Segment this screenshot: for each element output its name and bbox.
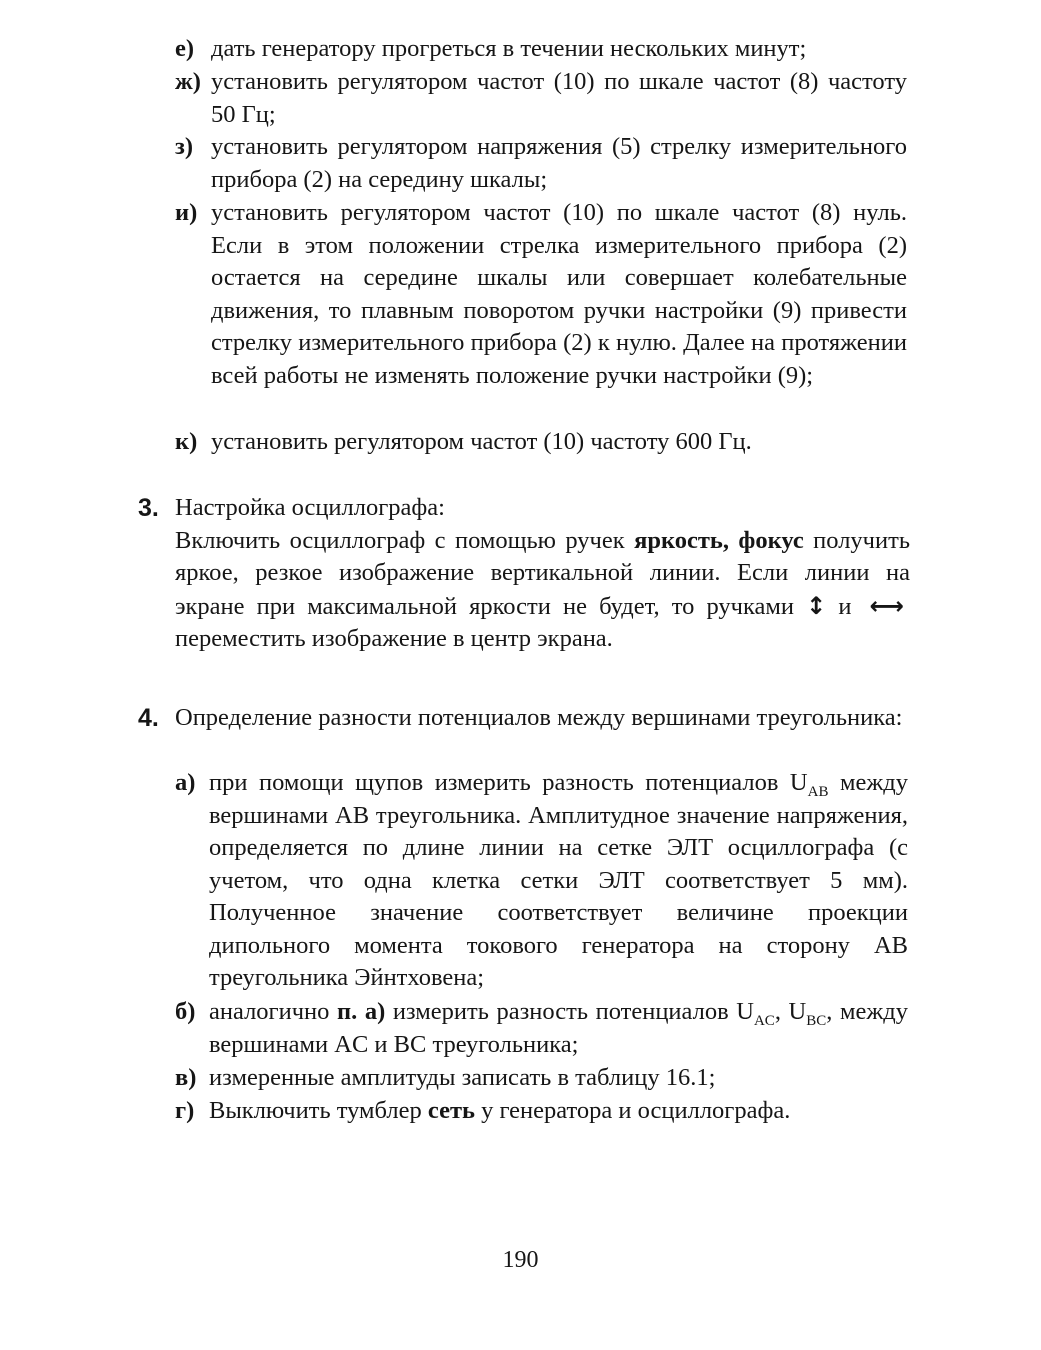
item-marker: и) bbox=[175, 199, 198, 226]
list-item-b bbox=[175, 996, 908, 1061]
item-text: установить регулятором частот (10) частоту 600 Гц. bbox=[211, 428, 752, 455]
item-marker: к) bbox=[175, 428, 198, 455]
section-4 bbox=[138, 702, 910, 735]
item-text: установить регулятором частот (10) по шкале частот (8) нуль. Если в этом положении стрелка измерительного прибора (2) остается на середине шкалы или совершает колебательные движения, то плавным поворотом ручки настройки (9) привести стрелку измерительного прибора (2) к нулю. Далее на протяжении всей работы не изменять положение ручки настройки (9); bbox=[211, 199, 907, 389]
item-marker: ж) bbox=[175, 68, 201, 95]
item-marker: г) bbox=[175, 1097, 195, 1124]
item-marker: а) bbox=[175, 769, 196, 796]
list-item-e bbox=[175, 33, 907, 66]
section-paragraph: Включить осциллограф с помощью ручек яркость, фокус получить яркое, резкое изображение вертикальной линии. Если линии на экране при максимальной яркости не будет, то ручками ↕ и ⟷ переместить изображение в центр экрана. bbox=[175, 526, 910, 652]
list-item-a bbox=[175, 767, 908, 995]
item-marker: з) bbox=[175, 133, 194, 160]
item-text: установить регулятором частот (10) по шкале частот (8) частоту 50 Гц; bbox=[211, 68, 907, 128]
list-item-zh bbox=[175, 66, 907, 131]
section-number: 4. bbox=[138, 704, 159, 732]
section-3 bbox=[138, 492, 910, 656]
section-heading: Определение разности потенциалов между вершинами треугольника: bbox=[175, 704, 903, 731]
item-marker: в) bbox=[175, 1064, 197, 1091]
item-text: дать генератору прогреться в течении нескольких минут; bbox=[211, 35, 807, 62]
page-number: 190 bbox=[502, 1247, 539, 1273]
list-item-v bbox=[175, 1062, 908, 1095]
bold-knob-names: яркость, фокус bbox=[634, 526, 804, 554]
vertical-arrow-icon: ↕ bbox=[806, 591, 827, 620]
item-marker: б) bbox=[175, 998, 196, 1025]
list-item-z bbox=[175, 131, 907, 196]
section-heading: Настройка осциллографа: bbox=[175, 494, 445, 521]
item-text: Выключить тумблер сеть у генератора и осциллографа. bbox=[209, 1097, 791, 1124]
item-marker: е) bbox=[175, 35, 195, 62]
list-item-k bbox=[175, 426, 907, 459]
item-text: при помощи щупов измерить разность потенциалов $U_{AB}$ между вершинами AB треугольника. Амплитудное значение напряжения, определяется по длине линии на сетке ЭЛТ осциллографа (с учетом, что одна клетка сетки ЭЛТ соответствует 5 мм). Полученное значение соответствует величине проекции дипольного момента токового генератора на сторону AB треугольника Эйнтховена; bbox=[209, 769, 908, 991]
item-text: установить регулятором напряжения (5) стрелку измерительного прибора (2) на середину шкалы; bbox=[211, 133, 907, 193]
list-item-g bbox=[175, 1095, 908, 1128]
section-number: 3. bbox=[138, 494, 159, 522]
item-text: аналогично п. а) измерить разность потенциалов $U_{AC}$, $U_{BC}$, между вершинами AC и BC треугольника; bbox=[209, 998, 908, 1058]
item-text: измеренные амплитуды записать в таблицу 16.1; bbox=[209, 1064, 716, 1091]
horizontal-arrow-icon: ⟷ bbox=[869, 591, 904, 620]
list-item-i bbox=[175, 197, 907, 392]
